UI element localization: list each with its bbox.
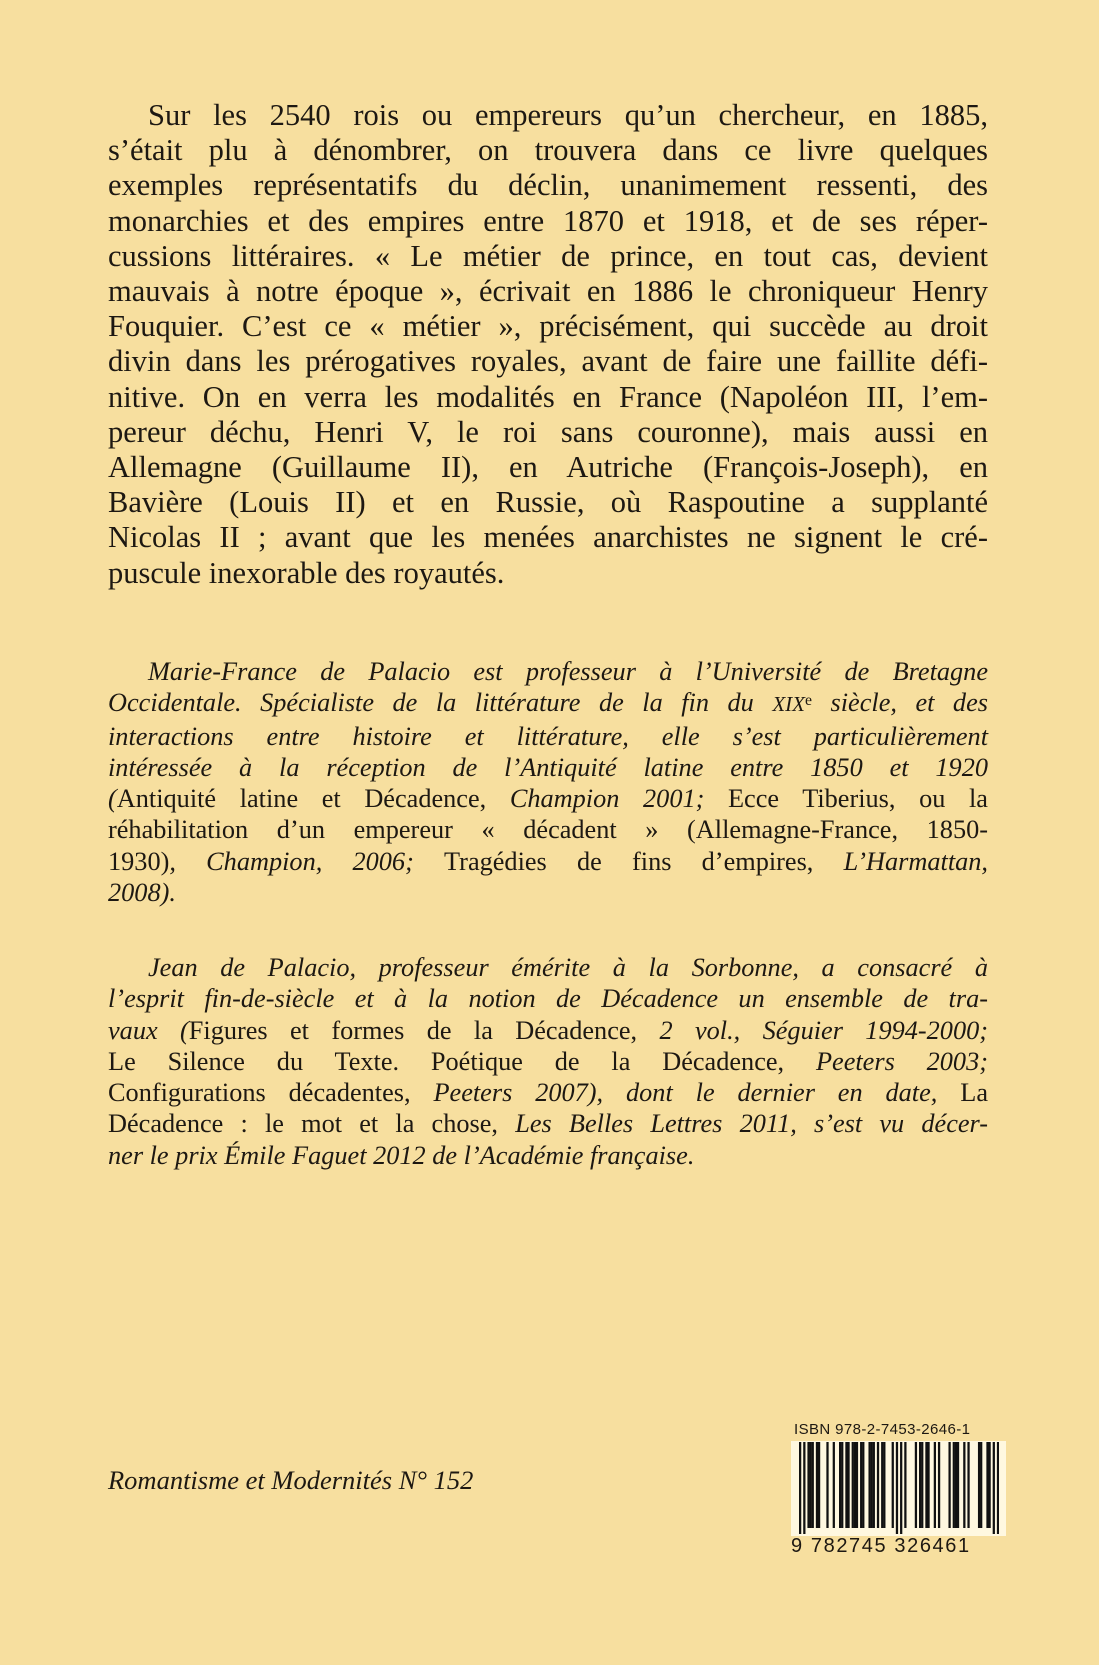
barcode-bar [826, 1442, 828, 1528]
barcode-bar [934, 1442, 936, 1528]
summary-line: Fouquier. C’est ce « métier », précisément, qui succède au droit [108, 309, 988, 344]
book-title: Ecce Tiberius, ou la [727, 784, 988, 814]
barcode-bar [839, 1442, 841, 1528]
barcode-bar [896, 1442, 898, 1534]
barcode-bar [957, 1442, 959, 1528]
barcode-bar [873, 1442, 875, 1528]
book-title: Tragédies de fins d’empires, [444, 846, 844, 876]
barcode-bar [980, 1442, 982, 1528]
series-title: Romantisme et Modernités N° 152 [108, 1465, 474, 1495]
barcode-bar [948, 1442, 950, 1528]
barcode-bar [904, 1442, 906, 1528]
barcode-bar [988, 1442, 990, 1528]
summary-line: exemples représentatifs du déclin, unanimement ressenti, des [108, 168, 988, 203]
book-title: La [960, 1078, 988, 1108]
barcode-bar [845, 1442, 847, 1528]
isbn-label: ISBN 978-2-7453-2646-1 [794, 1421, 971, 1438]
barcode-bar [856, 1442, 858, 1528]
book-title: Antiquité latine et Décadence, [116, 784, 510, 814]
barcode-bar [877, 1442, 879, 1528]
bio-line: l’esprit fin-de-siècle et à la notion de Décadence un ensemble de tra- [108, 984, 988, 1014]
bio-line: Jean de Palacio, professeur émérite à la Sorbonne, a consacré à [148, 953, 988, 982]
barcode-bar [860, 1442, 862, 1528]
bio-line: Configurations décadentes, Peeters 2007), dont le dernier en date, La [108, 1078, 988, 1108]
barcode-bar [953, 1442, 955, 1528]
summary-line: Bavière (Louis II) et en Russie, où Raspoutine a supplanté [108, 485, 988, 520]
bio-line: Occidentale. Spécialiste de la littérature de la fin du XIXe siècle, et des [108, 688, 988, 718]
bio-line: réhabilitation d’un empereur « décadent » (Allemagne-France, 1850- [108, 815, 988, 845]
barcode-bar [915, 1442, 917, 1528]
barcode-bar [963, 1442, 965, 1528]
isbn-barcode-block [791, 1423, 1006, 1558]
author-bio-marie-france [108, 656, 988, 908]
book-summary [108, 98, 988, 591]
bio-line: Le Silence du Texte. Poétique de la Décadence, Peeters 2003; [108, 1046, 988, 1076]
barcode-bar [854, 1442, 856, 1528]
summary-line: divin dans les prérogatives royales, avant de faire une faillite défi- [108, 344, 988, 379]
author-bio-jean [108, 952, 988, 1171]
barcode-bar [986, 1442, 988, 1528]
barcode-bar [812, 1442, 814, 1528]
book-title: Décadence : le mot et la chose, [108, 1109, 516, 1139]
barcode-bar [862, 1442, 864, 1528]
barcode-bar [871, 1442, 873, 1528]
barcode-bar [978, 1442, 980, 1528]
barcode-bar [997, 1442, 999, 1534]
barcode-bar [892, 1442, 894, 1528]
barcode-bar [919, 1442, 921, 1528]
book-title: Configurations décadentes, [108, 1078, 434, 1108]
barcode-bar [810, 1442, 812, 1528]
barcode-bar [993, 1442, 995, 1534]
barcode-bar [921, 1442, 923, 1528]
barcode-bar [955, 1442, 957, 1528]
barcode-bar [925, 1442, 927, 1528]
bio-line: ner le prix Émile Faguet 2012 de l’Académie française. [108, 1140, 695, 1170]
summary-line: mauvais à notre époque », écrivait en 1886 le chroniqueur Henry [108, 274, 988, 309]
barcode-bar [900, 1442, 902, 1534]
barcode-bar [799, 1442, 801, 1534]
barcode-bar [967, 1442, 969, 1528]
bio-line: Marie-France de Palacio est professeur à l’Université de Bretagne [148, 657, 988, 686]
bio-line: (Antiquité latine et Décadence, Champion 2001; Ecce Tiberius, ou la [108, 784, 988, 814]
summary-line: s’était plu à dénombrer, on trouvera dans ce livre quelques [108, 133, 988, 168]
bio-line: vaux (Figures et formes de la Décadence, 2 vol., Séguier 1994-2000; [108, 1015, 988, 1045]
barcode-bar [927, 1442, 929, 1528]
barcode [799, 1442, 999, 1534]
book-title: Figures et formes de la Décadence, [188, 1015, 660, 1045]
barcode-bar [868, 1442, 870, 1528]
summary-line: Sur les 2540 rois ou empereurs qu’un chercheur, en 1885, [148, 98, 988, 132]
bio-line: interactions entre histoire et littérature, elle s’est particulièrement [108, 721, 988, 751]
barcode-bar [818, 1442, 820, 1528]
barcode-bar [816, 1442, 818, 1528]
summary-line: Allemagne (Guillaume II), en Autriche (François-Joseph), en [108, 450, 988, 485]
barcode-bar [803, 1442, 805, 1534]
summary-line: puscule inexorable des royautés. [108, 555, 505, 590]
summary-line: nitive. On en verra les modalités en France (Napoléon III, l’em- [108, 379, 988, 414]
barcode-bar [833, 1442, 835, 1528]
century-numeral: XIX [772, 692, 806, 717]
book-title: Le Silence du Texte. Poétique de la Décadence, [108, 1046, 816, 1076]
summary-line: monarchies et des empires entre 1870 et 1918, et de ses réper- [108, 203, 988, 238]
barcode-bar [883, 1442, 885, 1528]
barcode-bar [841, 1442, 843, 1528]
summary-line: Nicolas II ; avant que les menées anarchistes ne signent le cré- [108, 520, 988, 555]
barcode-bar [881, 1442, 883, 1528]
bio-line: 1930), Champion, 2006; Tragédies de fins d’empires, L’Harmattan, [108, 846, 988, 876]
barcode-bar [807, 1442, 809, 1528]
bio-line: 2008). [108, 878, 176, 908]
barcode-bar [852, 1442, 854, 1528]
bio-line: intéressée à la réception de l’Antiquité latine entre 1850 et 1920 [108, 752, 988, 782]
barcode-bar [847, 1442, 849, 1528]
summary-line: cussions littéraires. « Le métier de prince, en tout cas, devient [108, 238, 988, 273]
barcode-bar [938, 1442, 940, 1528]
barcode-digits: 9 782745 326461 [791, 1535, 971, 1557]
summary-line: pereur déchu, Henri V, le roi sans couronne), mais aussi en [108, 414, 988, 449]
bio-line: Décadence : le mot et la chose, Les Belles Lettres 2011, s’est vu décer- [108, 1109, 988, 1139]
